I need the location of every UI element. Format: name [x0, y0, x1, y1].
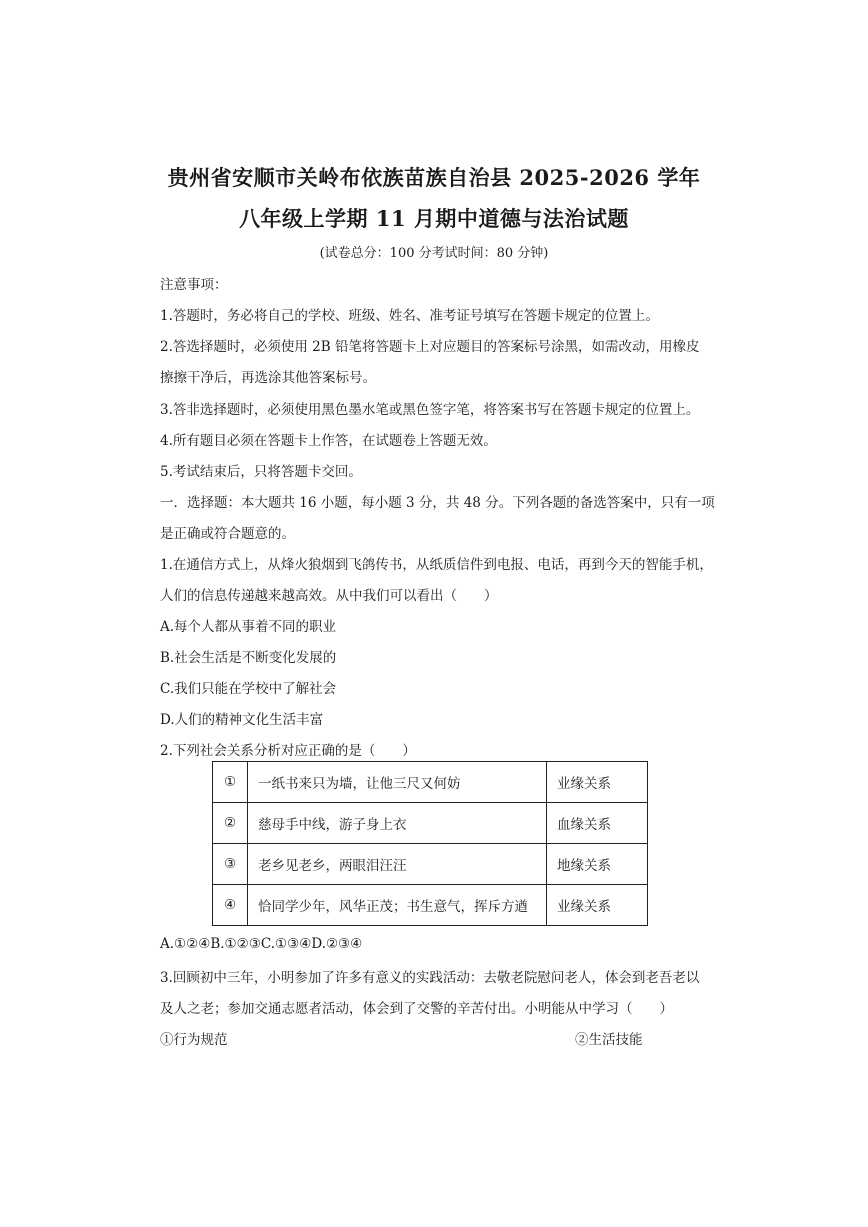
- question-3-item-1: ①行为规范: [160, 1032, 228, 1048]
- table-row: [213, 803, 648, 844]
- exam-info: (试卷总分：100 分考试时间：80 分钟): [319, 246, 549, 261]
- row-verse: 一纸书来只为墙，让他三尺又何妨: [248, 762, 547, 803]
- question-1-option-c: C.我们只能在学校中了解社会: [160, 681, 337, 697]
- question-1-option-a: A.每个人都从事着不同的职业: [160, 619, 337, 635]
- row-verse: 老乡见老乡，两眼泪汪汪: [248, 844, 547, 885]
- section-1-instructions: 一．选择题：本大题共 16 小题，每小题 3 分，共 48 分。下列各题的备选答案中，只有一项: [160, 495, 715, 511]
- notice-item: 3.答非选择题时，必须使用黑色墨水笔或黑色签字笔，将答案书写在答题卡规定的位置上。: [160, 402, 700, 418]
- notice-heading: 注意事项：: [160, 277, 228, 293]
- row-relation: 血缘关系: [547, 803, 648, 844]
- table-row: [213, 885, 648, 926]
- row-relation: 业缘关系: [547, 885, 648, 926]
- notice-item: 2.答选择题时，必须使用 2B 铅笔将答题卡上对应题目的答案标号涂黑，如需改动，用橡皮: [160, 339, 700, 355]
- exam-title-line-1: 贵州省安顺市关岭布依族苗族自治县 2025-2026 学年: [167, 165, 701, 190]
- row-verse: 慈母手中线，游子身上衣: [248, 803, 547, 844]
- row-relation: 地缘关系: [547, 844, 648, 885]
- section-1-instructions: 是正确或符合题意的。: [160, 526, 295, 542]
- table-row: [213, 844, 648, 885]
- exam-title-line-2: 八年级上学期 11 月期中道德与法治试题: [239, 206, 629, 231]
- row-number: ①: [213, 762, 248, 803]
- row-relation: 业缘关系: [547, 762, 648, 803]
- question-1-stem: 1.在通信方式上，从烽火狼烟到飞鸽传书，从纸质信件到电报、电话，再到今天的智能手机，: [160, 557, 713, 573]
- question-3-stem: 3.回顾初中三年，小明参加了许多有意义的实践活动：去敬老院慰问老人，体会到老吾老以: [160, 970, 700, 986]
- question-3-item-2: ②生活技能: [575, 1032, 643, 1048]
- row-number: ②: [213, 803, 248, 844]
- question-3-stem: 及人之老；参加交通志愿者活动，体会到了交警的辛苦付出。小明能从中学习（ ）: [160, 1001, 673, 1017]
- social-relation-table: [212, 761, 648, 926]
- row-verse: 恰同学少年，风华正茂；书生意气，挥斥方遒: [248, 885, 547, 926]
- question-2-stem: 2.下列社会关系分析对应正确的是（ ）: [160, 743, 416, 759]
- notice-item: 1.答题时，务必将自己的学校、班级、姓名、准考证号填写在答题卡规定的位置上。: [160, 308, 659, 324]
- question-1-stem: 人们的信息传递越来越高效。从中我们可以看出（ ）: [160, 588, 498, 604]
- row-number: ③: [213, 844, 248, 885]
- notice-item: 擦擦干净后，再选涂其他答案标号。: [160, 370, 376, 386]
- question-2-options: A.①②④B.①②③C.①③④D.②③④: [160, 936, 363, 952]
- question-1-option-b: B.社会生活是不断变化发展的: [160, 650, 337, 666]
- question-1-option-d: D.人们的精神文化生活丰富: [160, 712, 324, 728]
- table-row: [213, 762, 648, 803]
- notice-item: 5.考试结束后，只将答题卡交回。: [160, 464, 362, 480]
- row-number: ④: [213, 885, 248, 926]
- notice-item: 4.所有题目必须在答题卡上作答，在试题卷上答题无效。: [160, 433, 497, 449]
